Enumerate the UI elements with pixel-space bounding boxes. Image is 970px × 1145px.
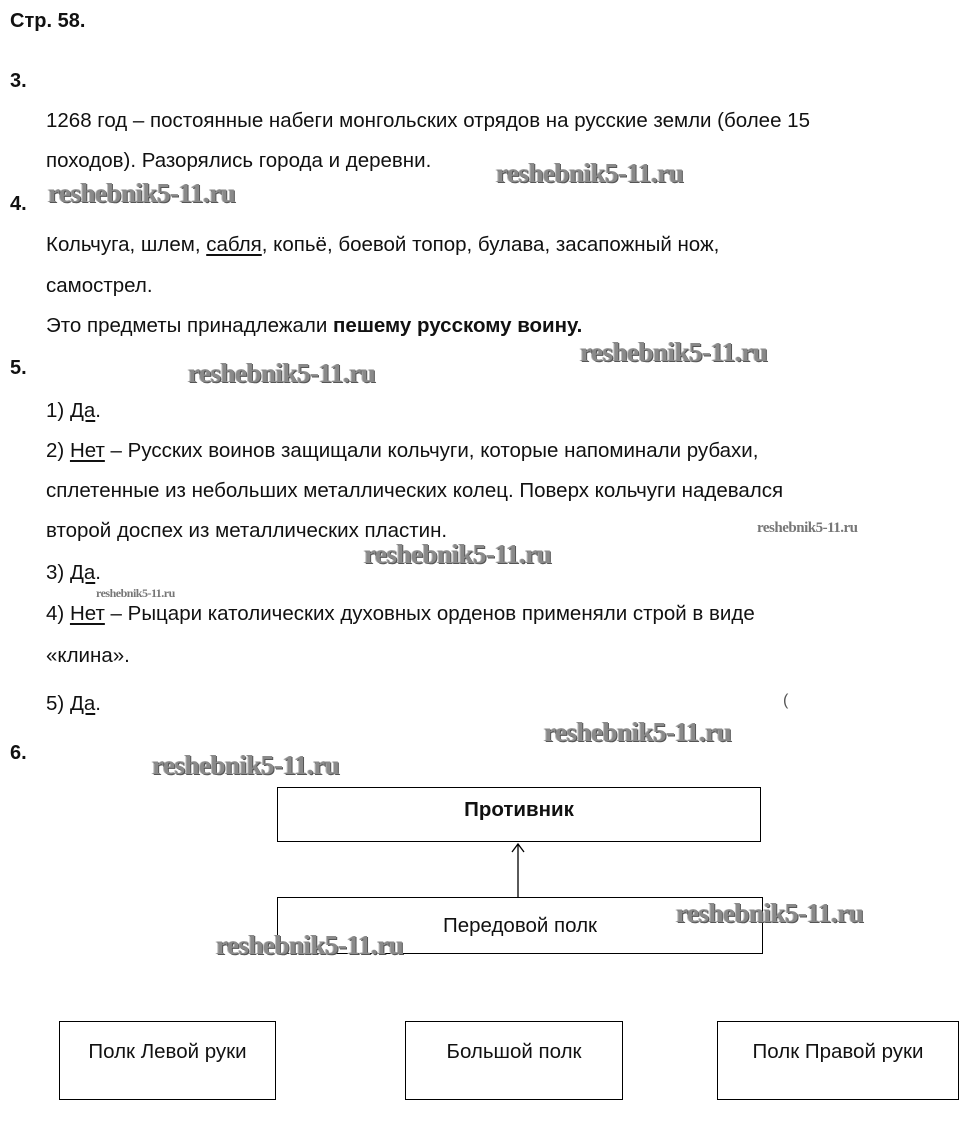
vanguard-box: Передовой полк xyxy=(277,897,763,954)
task-number-5: 5. xyxy=(10,357,27,379)
task3-line1: 1268 год – постоянные набеги монгольских отрядов на русские земли (более 15 xyxy=(46,109,810,132)
text: . xyxy=(95,399,101,422)
watermark: reshebnik5-11.ru xyxy=(757,520,858,536)
answer-2 xyxy=(46,439,758,463)
task4-line2: самострел. xyxy=(46,274,153,297)
task3-line2: походов). Разорялись города и деревни. xyxy=(46,149,432,172)
task-number-3: 3. xyxy=(10,70,27,92)
answer-1 xyxy=(46,399,101,423)
answer-3 xyxy=(46,561,101,585)
underlined-answer: Нет xyxy=(69,602,105,625)
watermark: reshebnik5-11.ru xyxy=(676,898,864,928)
answer-4 xyxy=(46,602,755,626)
text: – Рыцари католических духовных орденов применяли строй в виде xyxy=(104,602,755,625)
text: 3) xyxy=(46,561,70,584)
text: . xyxy=(95,692,101,715)
text: 4) xyxy=(46,602,70,625)
main-regiment-box: Большой полк xyxy=(405,1021,623,1100)
underlined-answer: сабля xyxy=(206,233,262,256)
text: , копьё, боевой топор, булава, засапожный нож, xyxy=(261,233,720,256)
answer-5 xyxy=(46,692,101,716)
left-hand-regiment-box: Полк Левой руки xyxy=(59,1021,276,1100)
answer-4-line2: «клина». xyxy=(46,644,130,667)
text: – Русских воинов защищали кольчуги, которые напоминали рубахи, xyxy=(104,439,759,462)
page-title: Стр. 58. xyxy=(10,10,86,32)
bold-answer: пешему русскому воину. xyxy=(333,314,583,337)
text: Это предметы принадлежали xyxy=(46,314,334,337)
watermark: reshebnik5-11.ru xyxy=(96,586,175,600)
watermark: reshebnik5-11.ru xyxy=(364,539,552,569)
watermark: reshebnik5-11.ru xyxy=(48,178,236,208)
task-number-6: 6. xyxy=(10,742,27,764)
watermark: reshebnik5-11.ru xyxy=(188,358,376,388)
answer-2-line3: второй доспех из металлических пластин. xyxy=(46,519,448,542)
underlined-answer: Нет xyxy=(69,439,105,462)
watermark: reshebnik5-11.ru xyxy=(544,717,732,747)
text: 2) xyxy=(46,439,70,462)
text: . xyxy=(95,561,101,584)
task-number-4: 4. xyxy=(10,193,27,215)
underlined-answer: Да xyxy=(69,399,96,422)
stray-mark: ( xyxy=(783,692,789,709)
right-hand-regiment-box: Полк Правой руки xyxy=(717,1021,959,1100)
text: 1) xyxy=(46,399,70,422)
answer-2-line2: сплетенные из небольших металлических колец. Поверх кольчуги надевался xyxy=(46,479,784,502)
watermark: reshebnik5-11.ru xyxy=(152,750,340,780)
underlined-answer: Да xyxy=(69,692,96,715)
text: 5) xyxy=(46,692,70,715)
underlined-answer: Да xyxy=(69,561,96,584)
watermark: reshebnik5-11.ru xyxy=(496,158,684,188)
task4-line1 xyxy=(46,233,719,257)
task4-line3 xyxy=(46,314,582,338)
arrow-up-icon xyxy=(508,842,528,898)
watermark: reshebnik5-11.ru xyxy=(216,930,404,960)
enemy-box: Противник xyxy=(277,787,761,842)
watermark: reshebnik5-11.ru xyxy=(580,337,768,367)
text: Кольчуга, шлем, xyxy=(46,233,207,256)
